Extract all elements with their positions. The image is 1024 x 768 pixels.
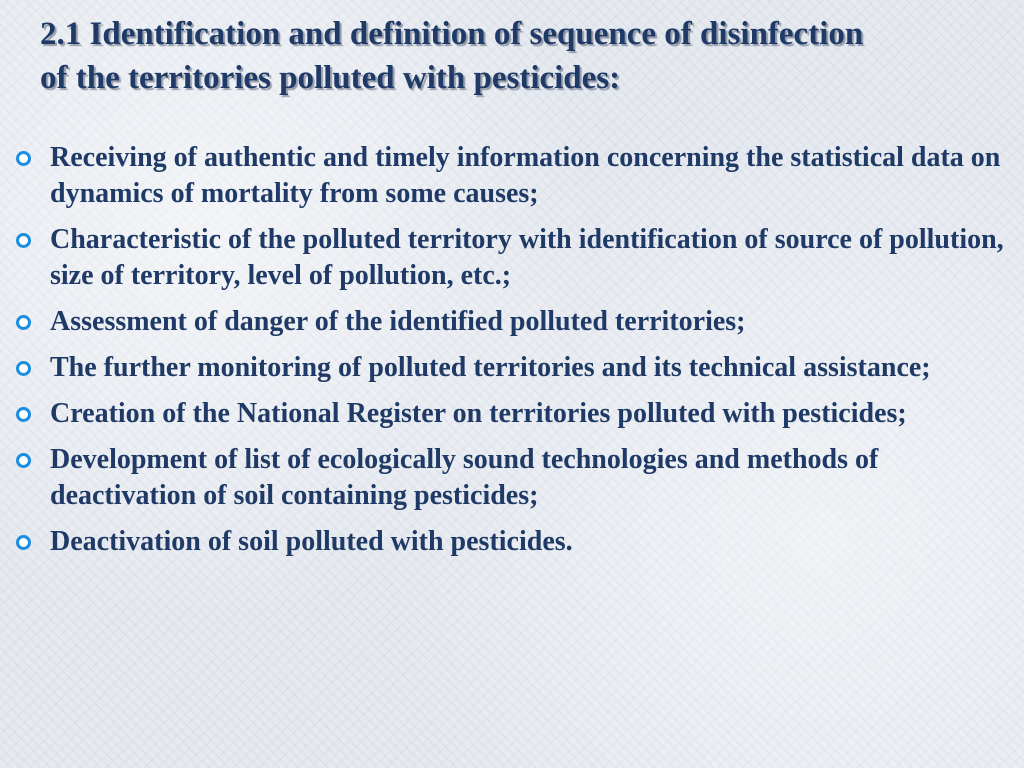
hollow-circle-bullet-icon xyxy=(16,407,31,422)
bullet-item xyxy=(14,304,1004,340)
slide-title-line-2: of the territories polluted with pesticides: xyxy=(40,60,621,96)
bullet-item xyxy=(14,222,1004,294)
hollow-circle-bullet-icon xyxy=(16,535,31,550)
bullet-item xyxy=(14,442,1004,514)
bullet-text: Development of list of ecologically sound technologies and methods of deactivation of soil containing pesticides; xyxy=(50,444,879,511)
hollow-circle-bullet-icon xyxy=(16,315,31,330)
bullet-text: Deactivation of soil polluted with pesticides. xyxy=(50,526,573,557)
hollow-circle-bullet-icon xyxy=(16,361,31,376)
bullet-item xyxy=(14,396,1004,432)
bullet-item xyxy=(14,140,1004,212)
bullet-item xyxy=(14,524,1004,560)
slide-title-line-1: 2.1 Identification and definition of sequence of disinfection xyxy=(40,16,864,52)
bullet-text: Assessment of danger of the identified polluted territories; xyxy=(50,306,746,337)
bullet-text: The further monitoring of polluted territories and its technical assistance; xyxy=(50,352,931,383)
slide-title xyxy=(40,12,1024,100)
bullet-text: Characteristic of the polluted territory with identification of source of pollution, size of territory, level of pollution, etc.; xyxy=(50,224,1004,291)
bullet-list xyxy=(14,140,1004,570)
bullet-text: Creation of the National Register on territories polluted with pesticides; xyxy=(50,398,907,429)
hollow-circle-bullet-icon xyxy=(16,453,31,468)
hollow-circle-bullet-icon xyxy=(16,233,31,248)
bullet-text: Receiving of authentic and timely information concerning the statistical data on dynamics of mortality from some causes; xyxy=(50,142,1001,209)
hollow-circle-bullet-icon xyxy=(16,151,31,166)
bullet-item xyxy=(14,350,1004,386)
